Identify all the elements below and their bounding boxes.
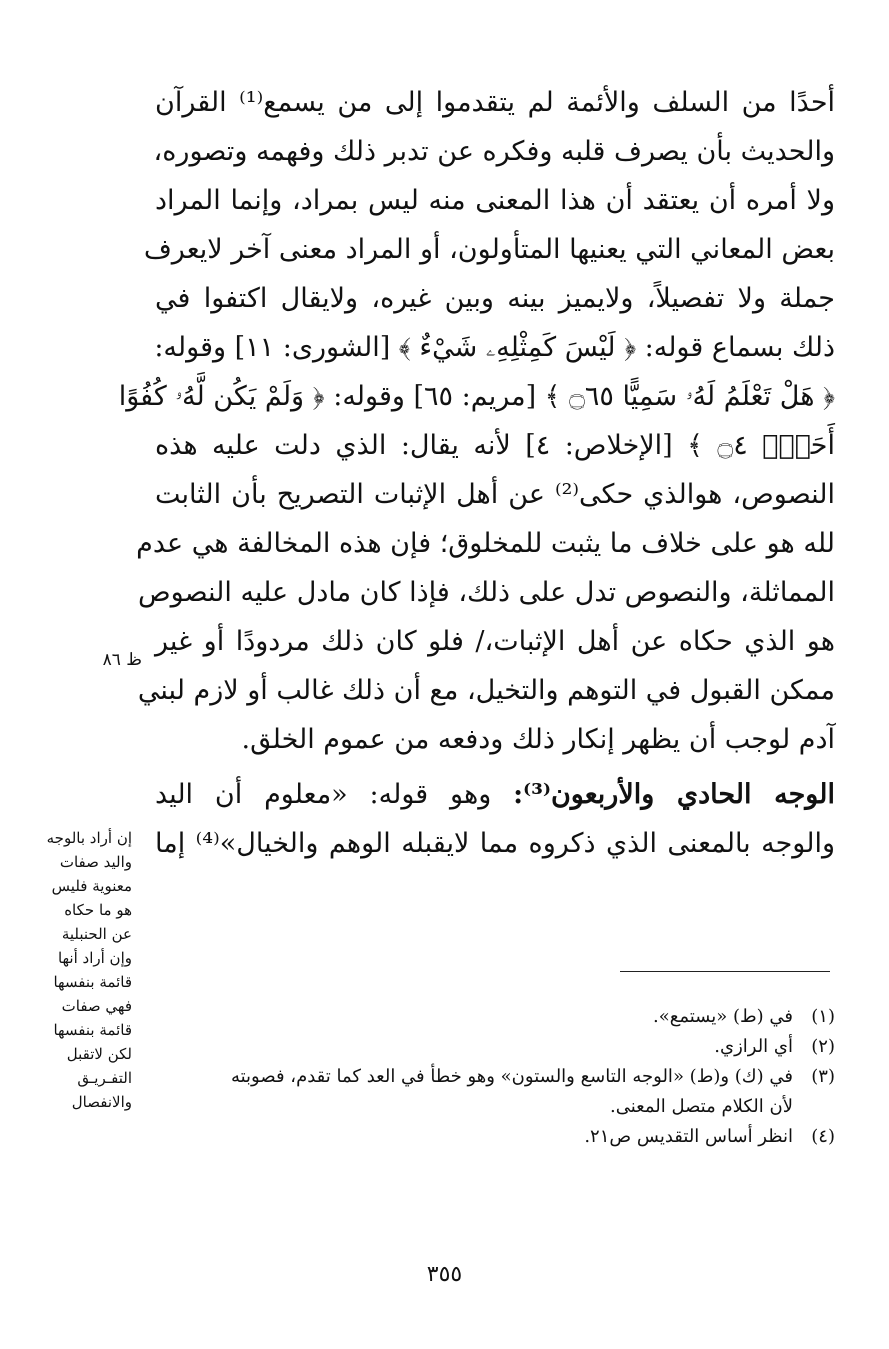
footnote-number: (٤)	[811, 1126, 835, 1147]
body-line-5: جملة ولا تفصيلاً، ولايميز بينه وبين غيره، ولايقال اكتفوا في	[155, 283, 835, 314]
body-line-8: أَحَدٌۢ ۝٤ ﴾ [الإخلاص: ٤] لأنه يقال: الذي دلت عليه هذه	[155, 430, 835, 461]
body-line-2: والحديث بأن يصرف قلبه وفكره عن تدبر ذلك وفهمه وتصوره،	[153, 136, 835, 167]
margin-summary-line: التفـريـق	[77, 1069, 132, 1087]
margin-summary-line: لكن لاتقبل	[66, 1045, 132, 1063]
footnote-line: لأن الكلام متصل المعنى.	[609, 1096, 793, 1117]
manuscript-folio-ref: ظ ٨٦	[102, 650, 142, 670]
footnote-number: (٢)	[811, 1036, 835, 1057]
body-line-1: أحدًا من السلف والأئمة لم يتقدموا إلى من يسمع⁽¹⁾ القرآن	[155, 87, 836, 118]
body-line-10: لله هو على خلاف ما يثبت للمخلوق؛ فإن هذه المخالفة هي عدم	[136, 528, 835, 559]
body-line-14: آدم لوجب أن يظهر إنكار ذلك ودفعه من عموم الخلق.	[241, 724, 835, 755]
margin-summary-line: وإن أراد أنها	[57, 949, 132, 967]
para2-line-2: والوجه بالمعنى الذي ذكروه مما لايقبله الوهم والخيال»⁽⁴⁾ إما	[155, 828, 836, 859]
footnote-number: (٣)	[811, 1066, 835, 1087]
page-number: ٣٥٥	[426, 1262, 463, 1287]
para2-line-1	[155, 770, 835, 819]
footnote-text	[155, 1122, 793, 1152]
para2-line-1-text: وهو قوله: «معلوم أن اليد	[155, 779, 492, 810]
body-line-9: النصوص، هوالذي حكى⁽²⁾ عن أهل الإثبات التصريح بأن الثابت	[155, 479, 835, 510]
margin-summary-line: إن أراد بالوجه	[46, 829, 132, 847]
footnotes	[155, 1002, 835, 1152]
footnote-number: (١)	[811, 1006, 835, 1027]
section-heading: الوجه الحادي والأربعون⁽³⁾:	[513, 779, 835, 810]
body-line-4: بعض المعاني التي يعنيها المتأولون، أو المراد معنى آخر لايعرف	[143, 234, 835, 265]
footnote-text	[155, 1032, 793, 1062]
margin-summary-line: واليد صفات	[59, 853, 132, 871]
margin-summary-line: معنوية فليس	[51, 877, 132, 895]
margin-summary-line: هو ما حكاه	[64, 901, 132, 919]
margin-summary-line: فهي صفات	[61, 997, 132, 1015]
margin-summary	[40, 826, 132, 1114]
margin-summary-line: قائمة بنفسها	[53, 973, 132, 991]
footnote-line: في (ط) «يستمع».	[653, 1006, 793, 1027]
footnote-text	[155, 1002, 793, 1032]
body-line-13: ممكن القبول في التوهم والتخيل، مع أن ذلك غالب أو لازم لبني	[137, 675, 835, 706]
body-line-11: المماثلة، والنصوص تدل على ذلك، فإذا كان مادل عليه النصوص	[137, 577, 835, 608]
footnote-line: في (ك) و(ط) «الوجه التاسع والستون» وهو خطأ في العد كما تقدم، فصوبته	[230, 1066, 793, 1087]
footnote-2	[155, 1032, 835, 1062]
footnote-4	[155, 1122, 835, 1152]
footnote-line: انظر أساس التقديس ص٢١.	[584, 1126, 793, 1147]
margin-summary-line: قائمة بنفسها	[53, 1021, 132, 1039]
footnote-3	[155, 1062, 835, 1122]
footnote-1	[155, 1002, 835, 1032]
footnote-divider	[620, 971, 830, 972]
body-line-12: هو الذي حكاه عن أهل الإثبات،/ فلو كان ذلك مردودًا أو غير	[155, 626, 835, 657]
footnote-line: أي الرازي.	[714, 1036, 793, 1057]
margin-summary-line: عن الحنبلية	[61, 925, 132, 943]
margin-summary-line: والانفصال	[71, 1093, 132, 1111]
body-line-7: ﴿ هَلْ تَعْلَمُ لَهُۥ سَمِيًّا ۝٦٥ ﴾ [مريم: ٦٥] وقوله: ﴿ وَلَمْ يَكُن لَّهُۥ كُفُوًا	[118, 381, 835, 412]
body-line-6: ذلك بسماع قوله: ﴿ لَيْسَ كَمِثْلِهِۦ شَيْءٌ ﴾ [الشورى: ١١] وقوله:	[154, 332, 835, 363]
footnote-text	[155, 1062, 793, 1122]
body-line-3: ولا أمره أن يعتقد أن هذا المعنى منه ليس بمراد، وإنما المراد	[155, 185, 835, 216]
